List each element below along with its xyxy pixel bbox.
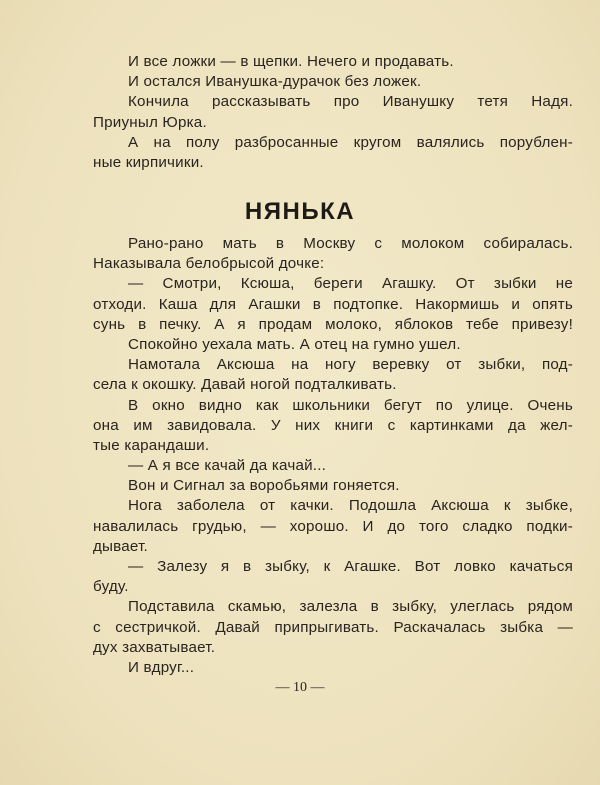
text-line: — Смотри, Ксюша, береги Агашку. От зыбки не (128, 275, 573, 293)
text-line: буду. (93, 578, 129, 596)
text-line: А на полу разбросанные кругом валялись порублен- (128, 133, 573, 151)
text-line: Намотала Аксюша на ногу веревку от зыбки, под- (128, 356, 573, 374)
text-block-ending (93, 52, 573, 173)
chapter-title: НЯНЬКА (244, 198, 356, 225)
text-line: И вдруг... (128, 658, 195, 676)
text-line: ные кирпичики. (93, 153, 204, 171)
text-line: В окно видно как школьники бегут по улице. Очень (128, 396, 573, 414)
text-block-nyanka (93, 234, 573, 678)
text-line: тые карандаши. (93, 436, 210, 454)
text-line: сунь в печку. А я продам молоко, яблоков тебе привезу! (93, 315, 573, 333)
text-line: — А я все качай да качай... (128, 457, 327, 475)
text-line: Подставила скамью, залезла в зыбку, улеглась рядом (128, 598, 573, 616)
text-line: И все ложки — в щепки. Нечего и продавать. (128, 53, 454, 70)
text-line: с сестричкой. Давай припрыгивать. Раскачалась зыбка — (93, 618, 573, 636)
text-line: Рано-рано мать в Москву с молоком собиралась. (128, 235, 573, 252)
text-line: И остался Иванушка-дурачок без ложек. (128, 73, 422, 91)
text-line: Нога заболела от качки. Подошла Аксюша к зыбке, (128, 497, 573, 515)
text-line: она им завидовала. У них книги с картинками да жел- (93, 416, 573, 434)
text-line: отходи. Каша для Агашки в подтопке. Накормишь и опять (93, 295, 573, 313)
text-line: Приуныл Юрка. (93, 113, 207, 131)
text-line: дывает. (93, 537, 148, 555)
text-line: села к окошку. Давай ногой подталкивать. (93, 376, 397, 394)
page-number: — 10 — (275, 680, 325, 695)
text-line: дух захватывает. (93, 638, 216, 656)
text-line: Вон и Сигнал за воробьями гоняется. (128, 477, 400, 495)
text-line: Спокойно уехала мать. А отец на гумно ушел. (128, 335, 461, 353)
text-line: Наказывала белобрысой дочке: (93, 255, 325, 273)
text-line: Кончила рассказывать про Иванушку тетя Надя. (128, 93, 573, 111)
text-line: навалилась грудью, — хорошо. И до того сладко подки- (93, 517, 573, 535)
text-line: — Залезу я в зыбку, к Агашке. Вот ловко качаться (128, 558, 573, 575)
